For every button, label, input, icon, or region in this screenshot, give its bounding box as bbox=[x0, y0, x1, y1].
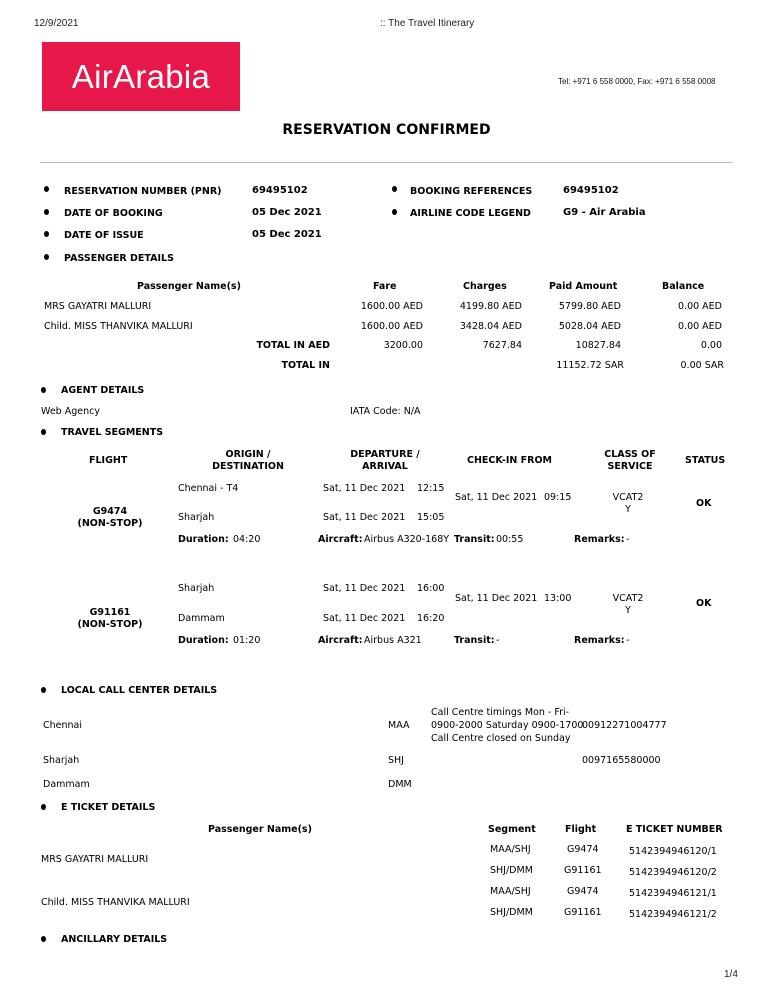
bullet-icon bbox=[392, 186, 397, 192]
col-flight: Flight bbox=[565, 824, 597, 835]
issue-date-label: DATE OF ISSUE bbox=[64, 230, 144, 241]
passenger-name: Child. MISS THANVIKA MALLURI bbox=[44, 321, 193, 332]
transit: 00:55 bbox=[496, 534, 524, 545]
flight-stop-type: (NON-STOP) bbox=[77, 518, 143, 529]
airport-code: MAA bbox=[388, 720, 410, 731]
flight-stop-type: (NON-STOP) bbox=[77, 619, 143, 630]
paid-amount: 5799.80 AED bbox=[558, 301, 621, 312]
duration: 01:20 bbox=[233, 635, 261, 646]
checkin-date: Sat, 11 Dec 2021 bbox=[455, 492, 538, 503]
transit: - bbox=[496, 635, 500, 646]
departure-time: 16:00 bbox=[417, 583, 445, 594]
total-balance: 0.00 bbox=[700, 340, 722, 351]
booking-ref-label: BOOKING REFERENCES bbox=[410, 186, 533, 197]
departure-date: Sat, 11 Dec 2021 bbox=[323, 483, 406, 494]
col-balance: Balance bbox=[662, 281, 705, 292]
print-title: :: The Travel Itinerary bbox=[380, 18, 475, 29]
departure-time: 12:15 bbox=[417, 483, 445, 494]
booking-date-value: 05 Dec 2021 bbox=[252, 207, 322, 218]
transit-label: Transit: bbox=[454, 534, 495, 545]
agent-details-heading: AGENT DETAILS bbox=[61, 385, 145, 396]
balance: 0.00 AED bbox=[678, 301, 722, 312]
flight: G9474 bbox=[567, 886, 599, 897]
airport-code: DMM bbox=[388, 779, 412, 790]
bullet-icon bbox=[41, 387, 46, 393]
document-title: RESERVATION CONFIRMED bbox=[282, 122, 491, 138]
transit-label: Transit: bbox=[454, 635, 495, 646]
col-eticket-number: E TICKET NUMBER bbox=[626, 824, 723, 835]
ancillary-heading: ANCILLARY DETAILS bbox=[61, 934, 168, 945]
call-center-heading: LOCAL CALL CENTER DETAILS bbox=[61, 685, 218, 696]
col-service: SERVICE bbox=[607, 461, 653, 472]
logo-text: AirArabia bbox=[71, 57, 211, 95]
passenger-name: Child. MISS THANVIKA MALLURI bbox=[41, 897, 190, 908]
duration-label: Duration: bbox=[178, 534, 229, 545]
balance: 0.00 AED bbox=[678, 321, 722, 332]
booking-date-label: DATE OF BOOKING bbox=[64, 208, 163, 219]
flight-number: G9474 bbox=[92, 506, 128, 517]
divider bbox=[40, 162, 733, 163]
print-date: 12/9/2021 bbox=[34, 18, 79, 29]
checkin-date: Sat, 11 Dec 2021 bbox=[455, 593, 538, 604]
segment: SHJ/DMM bbox=[490, 865, 533, 876]
bullet-icon bbox=[392, 209, 397, 215]
eticket-number: 5142394946120/1 bbox=[629, 846, 717, 857]
class-code: VCAT2 bbox=[612, 593, 644, 604]
col-departure: DEPARTURE / bbox=[350, 449, 420, 460]
airarabia-logo bbox=[42, 42, 240, 111]
col-origin: ORIGIN / bbox=[225, 449, 271, 460]
pnr-label: RESERVATION NUMBER (PNR) bbox=[64, 186, 222, 197]
arrival-date: Sat, 11 Dec 2021 bbox=[323, 613, 406, 624]
page-number: 1/4 bbox=[724, 969, 738, 980]
class-code: VCAT2 bbox=[612, 492, 644, 503]
bullet-icon bbox=[41, 687, 46, 693]
total-in-balance: 0.00 SAR bbox=[680, 360, 724, 371]
col-destination: DESTINATION bbox=[212, 461, 284, 472]
eticket-number: 5142394946120/2 bbox=[629, 867, 717, 878]
flight: G91161 bbox=[564, 907, 602, 918]
bullet-icon bbox=[44, 254, 49, 260]
col-flight: FLIGHT bbox=[89, 455, 128, 466]
arrival-time: 16:20 bbox=[417, 613, 445, 624]
aircraft-label: Aircraft: bbox=[318, 635, 363, 646]
origin: Chennai - T4 bbox=[178, 483, 239, 494]
col-class: CLASS OF bbox=[604, 449, 656, 460]
phone-number: 00912271004777 bbox=[582, 720, 667, 731]
passenger-details-heading: PASSENGER DETAILS bbox=[64, 253, 174, 264]
checkin-time: 09:15 bbox=[544, 492, 572, 503]
class: Y bbox=[625, 504, 631, 515]
charges: 4199.80 AED bbox=[459, 301, 522, 312]
bullet-icon bbox=[41, 804, 46, 810]
col-segment: Segment bbox=[488, 824, 536, 835]
col-arrival: ARRIVAL bbox=[362, 461, 408, 472]
arrival-time: 15:05 bbox=[417, 512, 445, 523]
airline-code-label: AIRLINE CODE LEGEND bbox=[410, 208, 531, 219]
eticket-number: 5142394946121/1 bbox=[629, 888, 717, 899]
class: Y bbox=[625, 605, 631, 616]
airline-code-value: G9 - Air Arabia bbox=[563, 207, 646, 218]
aircraft: Airbus A321 bbox=[364, 635, 422, 646]
checkin-time: 13:00 bbox=[544, 593, 572, 604]
remarks-label: Remarks: bbox=[574, 534, 625, 545]
passenger-name: MRS GAYATRI MALLURI bbox=[41, 854, 149, 865]
issue-date-value: 05 Dec 2021 bbox=[252, 229, 322, 240]
contact-info: Tel: +971 6 558 0000, Fax: +971 6 558 0008 bbox=[558, 77, 716, 86]
origin: Sharjah bbox=[178, 583, 215, 594]
aircraft: Airbus A320-168Y bbox=[364, 534, 450, 545]
remarks: - bbox=[626, 635, 630, 646]
bullet-icon bbox=[44, 209, 49, 215]
status-badge: OK bbox=[696, 598, 712, 609]
col-fare: Fare bbox=[373, 281, 397, 292]
col-passenger-name: Passenger Name(s) bbox=[208, 824, 312, 835]
total-in-paid: 11152.72 SAR bbox=[556, 360, 624, 371]
arrival-date: Sat, 11 Dec 2021 bbox=[323, 512, 406, 523]
airport-code: SHJ bbox=[388, 755, 404, 766]
timings-line: Call Centre timings Mon - Fri- bbox=[431, 707, 570, 718]
travel-segments-heading: TRAVEL SEGMENTS bbox=[61, 427, 164, 438]
total-charges: 7627.84 bbox=[482, 340, 522, 351]
col-paid-amount: Paid Amount bbox=[549, 281, 618, 292]
duration: 04:20 bbox=[233, 534, 261, 545]
remarks-label: Remarks: bbox=[574, 635, 625, 646]
total-in-label: TOTAL IN bbox=[281, 360, 330, 371]
col-passenger-name: Passenger Name(s) bbox=[137, 281, 241, 292]
paid-amount: 5028.04 AED bbox=[558, 321, 621, 332]
timings-line: Call Centre closed on Sunday bbox=[431, 733, 571, 744]
flight: G91161 bbox=[564, 865, 602, 876]
fare: 1600.00 AED bbox=[360, 301, 423, 312]
destination: Dammam bbox=[178, 613, 225, 624]
booking-ref-value: 69495102 bbox=[563, 185, 619, 196]
bullet-icon bbox=[41, 936, 46, 942]
duration-label: Duration: bbox=[178, 635, 229, 646]
bullet-icon bbox=[44, 186, 49, 192]
agency-name: Web Agency bbox=[41, 406, 100, 417]
eticket-number: 5142394946121/2 bbox=[629, 909, 717, 920]
pnr-value: 69495102 bbox=[252, 185, 308, 196]
departure-date: Sat, 11 Dec 2021 bbox=[323, 583, 406, 594]
total-fare: 3200.00 bbox=[383, 340, 423, 351]
iata-code: IATA Code: N/A bbox=[350, 406, 421, 417]
city: Chennai bbox=[43, 720, 83, 731]
status-badge: OK bbox=[696, 498, 712, 509]
segment: MAA/SHJ bbox=[490, 844, 531, 855]
charges: 3428.04 AED bbox=[459, 321, 522, 332]
bullet-icon bbox=[44, 231, 49, 237]
segment: MAA/SHJ bbox=[490, 886, 531, 897]
col-checkin: CHECK-IN FROM bbox=[467, 455, 552, 466]
bullet-icon bbox=[41, 429, 46, 435]
eticket-heading: E TICKET DETAILS bbox=[61, 802, 156, 813]
total-paid: 10827.84 bbox=[575, 340, 621, 351]
segment: SHJ/DMM bbox=[490, 907, 533, 918]
col-status: STATUS bbox=[685, 455, 726, 466]
phone-number: 0097165580000 bbox=[582, 755, 661, 766]
passenger-name: MRS GAYATRI MALLURI bbox=[44, 301, 152, 312]
col-charges: Charges bbox=[463, 281, 507, 292]
fare: 1600.00 AED bbox=[360, 321, 423, 332]
destination: Sharjah bbox=[178, 512, 215, 523]
aircraft-label: Aircraft: bbox=[318, 534, 363, 545]
flight: G9474 bbox=[567, 844, 599, 855]
flight-number: G91161 bbox=[89, 607, 131, 618]
total-aed-label: TOTAL IN AED bbox=[256, 340, 330, 351]
timings-line: 0900-2000 Saturday 0900-1700 bbox=[431, 720, 584, 731]
city: Sharjah bbox=[43, 755, 80, 766]
remarks: - bbox=[626, 534, 630, 545]
city: Dammam bbox=[43, 779, 90, 790]
